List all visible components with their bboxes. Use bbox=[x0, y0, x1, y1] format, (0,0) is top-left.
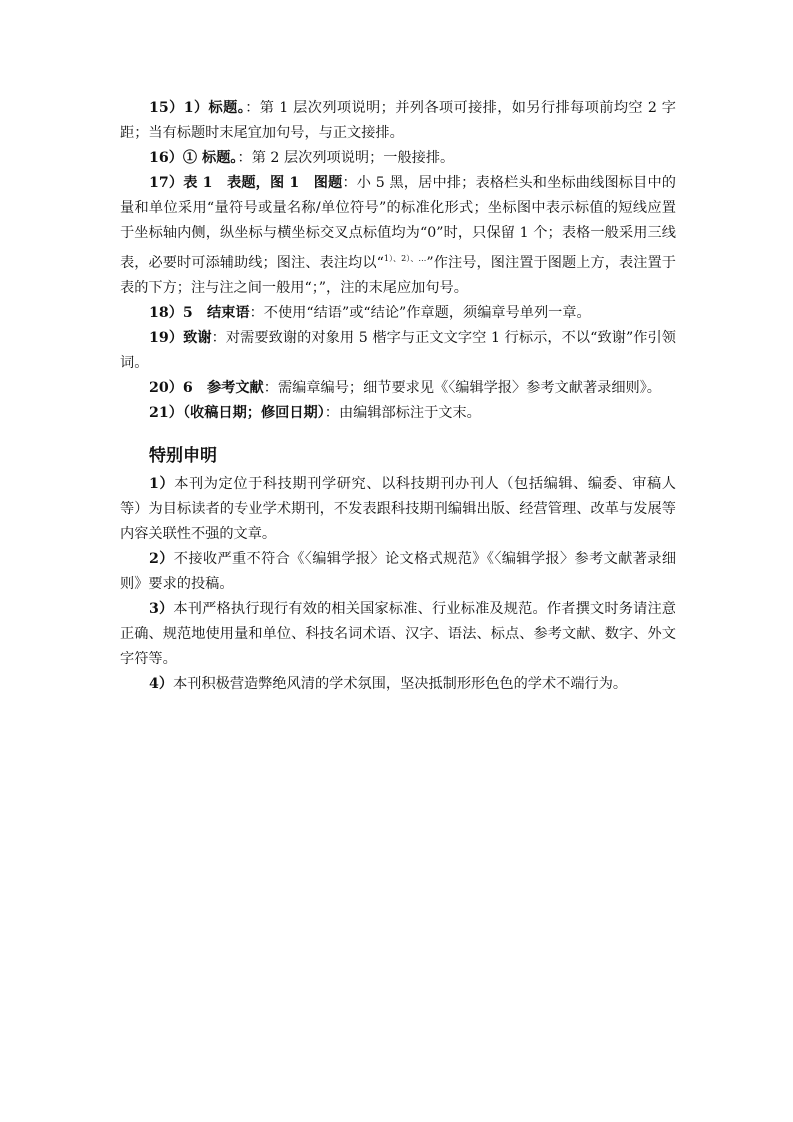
item-label: 19）致谢 bbox=[149, 330, 212, 346]
statement-3 bbox=[120, 597, 676, 672]
item-label: 18）5 结束语 bbox=[149, 305, 250, 321]
item-text: ：需编章编号；细节要求见《〈编辑学报〉参考文献著录细则》。 bbox=[263, 380, 661, 396]
item-label: 21）（收稿日期；修回日期） bbox=[149, 405, 325, 421]
item-text: ：第 2 层次列项说明；一般接排。 bbox=[237, 150, 455, 166]
item-text: ：不使用“结语”或“结论”作章题，须编章号单列一章。 bbox=[249, 305, 591, 321]
statement-4 bbox=[120, 672, 676, 697]
item-label: 20）6 参考文献 bbox=[149, 380, 264, 396]
item-21 bbox=[120, 401, 676, 426]
item-17 bbox=[120, 171, 676, 301]
item-text: ：由编辑部标注于文末。 bbox=[324, 405, 481, 421]
item-20 bbox=[120, 376, 676, 401]
item-text: ：小 5 黑，居中排；表格栏头和坐标曲线图标目中的量和单位采用“量符号或量名称/单位符号”的标准化形式；坐标图中表示标值的短线应置于坐标轴内侧，纵坐标与横坐标交叉点标值均为“0”时，只保留 1 个；表格一般采用三线表，必要时可添辅助线；图注、表注均以“ bbox=[120, 175, 676, 271]
statement-2 bbox=[120, 547, 676, 597]
item-label: 15）1）标题。 bbox=[149, 100, 246, 116]
item-label: 16）① 标题。 bbox=[149, 150, 238, 166]
note-marker-superscript: 1）、2）、… bbox=[383, 254, 427, 263]
statement-1 bbox=[120, 472, 676, 547]
section-title: 特别申明 bbox=[149, 446, 217, 466]
item-text: ”作注号，图注置于图题上方，表注置于表的下方；注与注之间一般用“；”，注的末尾应加句号。 bbox=[120, 255, 676, 296]
statement-text: 不接收严重不符合《〈编辑学报〉论文格式规范》《〈编辑学报〉参考文献著录细则》要求的投稿。 bbox=[120, 551, 677, 592]
statement-text: 本刊为定位于科技期刊学研究、以科技期刊办刊人（包括编辑、编委、审稿人等）为目标读者的专业学术期刊，不发表跟科技期刊编辑出版、经营管理、改革与发展等内容关联性不强的文章。 bbox=[120, 476, 676, 542]
item-label: 17）表 1 表题，图 1 图题 bbox=[149, 175, 343, 191]
statement-text: 本刊严格执行现行有效的相关国家标准、行业标准及规范。作者撰文时务请注意正确、规范地使用量和单位、科技名词术语、汉字、语法、标点、参考文献、数字、外文字符等。 bbox=[120, 601, 676, 667]
item-18 bbox=[120, 301, 676, 326]
item-19 bbox=[120, 326, 676, 376]
item-text: ：第 1 层次列项说明；并列各项可接排，如另行排每项前均空 2 字距；当有标题时末尾宜加句号，与正文接排。 bbox=[120, 100, 676, 141]
document-page bbox=[120, 96, 676, 697]
statement-text: 本刊积极营造弊绝风清的学术氛围，坚决抵制形形色色的学术不端行为。 bbox=[173, 676, 628, 692]
item-16 bbox=[120, 146, 676, 171]
item-15 bbox=[120, 96, 676, 146]
statement-label: 2） bbox=[149, 551, 174, 567]
statement-label: 1） bbox=[149, 476, 175, 492]
item-text: ：对需要致谢的对象用 5 楷字与正文文字空 1 行标示，不以“致谢”作引领词。 bbox=[120, 330, 676, 371]
statement-label: 4） bbox=[149, 676, 174, 692]
statement-label: 3） bbox=[149, 601, 174, 617]
